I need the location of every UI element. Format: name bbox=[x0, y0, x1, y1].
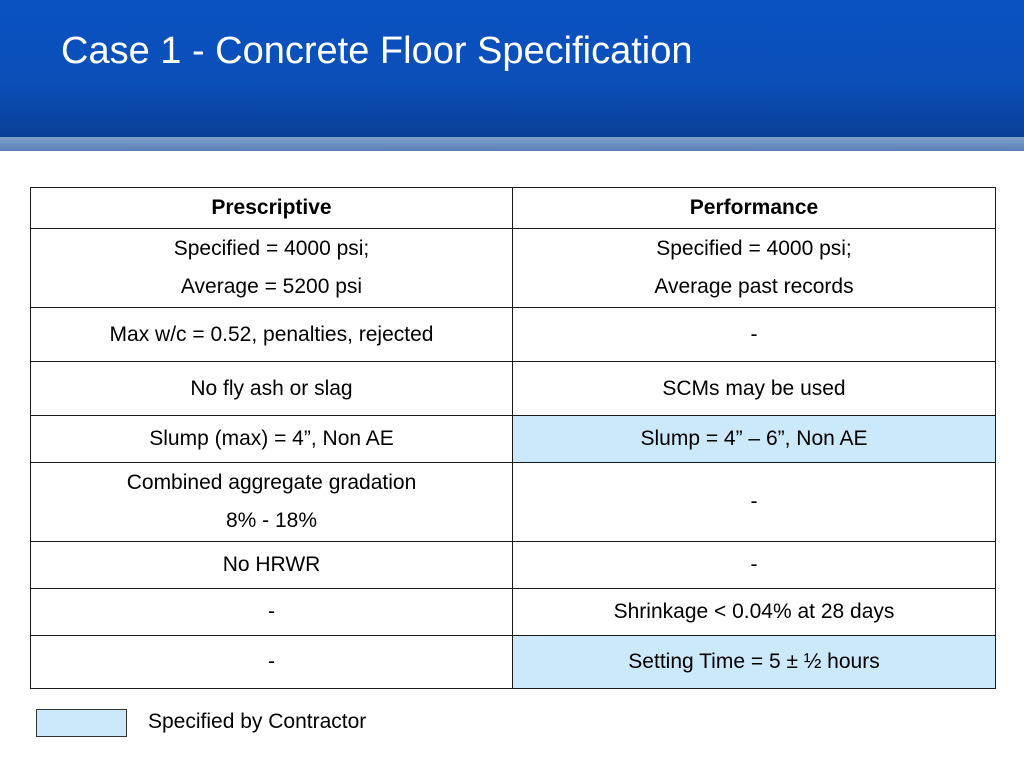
cell-text: Setting Time = 5 ± ½ hours bbox=[628, 650, 880, 673]
specification-table bbox=[30, 187, 996, 689]
cell-text: - bbox=[750, 322, 758, 346]
cell-text: No HRWR bbox=[222, 553, 321, 576]
cell-text: Specified = 4000 psi; bbox=[173, 237, 370, 260]
table-cell-contractor-specified bbox=[513, 636, 996, 689]
page-title: Case 1 - Concrete Floor Specification bbox=[61, 30, 693, 72]
table-cell-contractor-specified bbox=[513, 416, 996, 463]
cell-text: Max w/c = 0.52, penalties, rejected bbox=[109, 322, 434, 346]
table-cell bbox=[31, 308, 513, 362]
table-cell bbox=[513, 229, 996, 308]
table-row bbox=[31, 542, 996, 589]
table-row bbox=[31, 229, 996, 308]
cell-text: Slump = 4” – 6”, Non AE bbox=[640, 427, 868, 450]
table-cell bbox=[31, 463, 513, 542]
table-cell bbox=[513, 308, 996, 362]
table-cell bbox=[31, 589, 513, 636]
table-cell bbox=[513, 463, 996, 542]
cell-text: Shrinkage < 0.04% at 28 days bbox=[613, 600, 895, 623]
legend-swatch bbox=[36, 709, 127, 737]
column-header-performance: Performance bbox=[513, 188, 996, 229]
table-cell bbox=[31, 229, 513, 308]
table-row bbox=[31, 636, 996, 689]
header-bar bbox=[0, 0, 1024, 137]
cell-text: Average = 5200 psi bbox=[180, 275, 363, 298]
cell-text: Specified = 4000 psi; bbox=[656, 237, 852, 260]
cell-text: - bbox=[268, 600, 275, 623]
cell-text: 8% - 18% bbox=[225, 509, 318, 532]
table-row bbox=[31, 308, 996, 362]
table-cell bbox=[31, 362, 513, 416]
table-row bbox=[31, 362, 996, 416]
table-cell bbox=[31, 542, 513, 589]
table-cell bbox=[513, 362, 996, 416]
cell-text: - bbox=[750, 553, 758, 576]
table-row bbox=[31, 589, 996, 636]
cell-text: - bbox=[750, 490, 758, 513]
table-cell bbox=[513, 542, 996, 589]
table-row bbox=[31, 463, 996, 542]
cell-text: Average past records bbox=[654, 275, 854, 298]
table-cell bbox=[513, 589, 996, 636]
cell-text: Combined aggregate gradation bbox=[126, 471, 417, 494]
table-header-row bbox=[31, 188, 996, 229]
cell-text: - bbox=[268, 650, 275, 673]
table-cell bbox=[31, 636, 513, 689]
cell-text: Slump (max) = 4”, Non AE bbox=[149, 427, 394, 450]
legend-label: Specified by Contractor bbox=[148, 710, 367, 733]
table-cell bbox=[31, 416, 513, 463]
table-row bbox=[31, 416, 996, 463]
header-band bbox=[0, 137, 1024, 151]
column-header-prescriptive: Prescriptive bbox=[31, 188, 513, 229]
cell-text: No fly ash or slag bbox=[190, 376, 353, 400]
cell-text: SCMs may be used bbox=[662, 376, 846, 400]
